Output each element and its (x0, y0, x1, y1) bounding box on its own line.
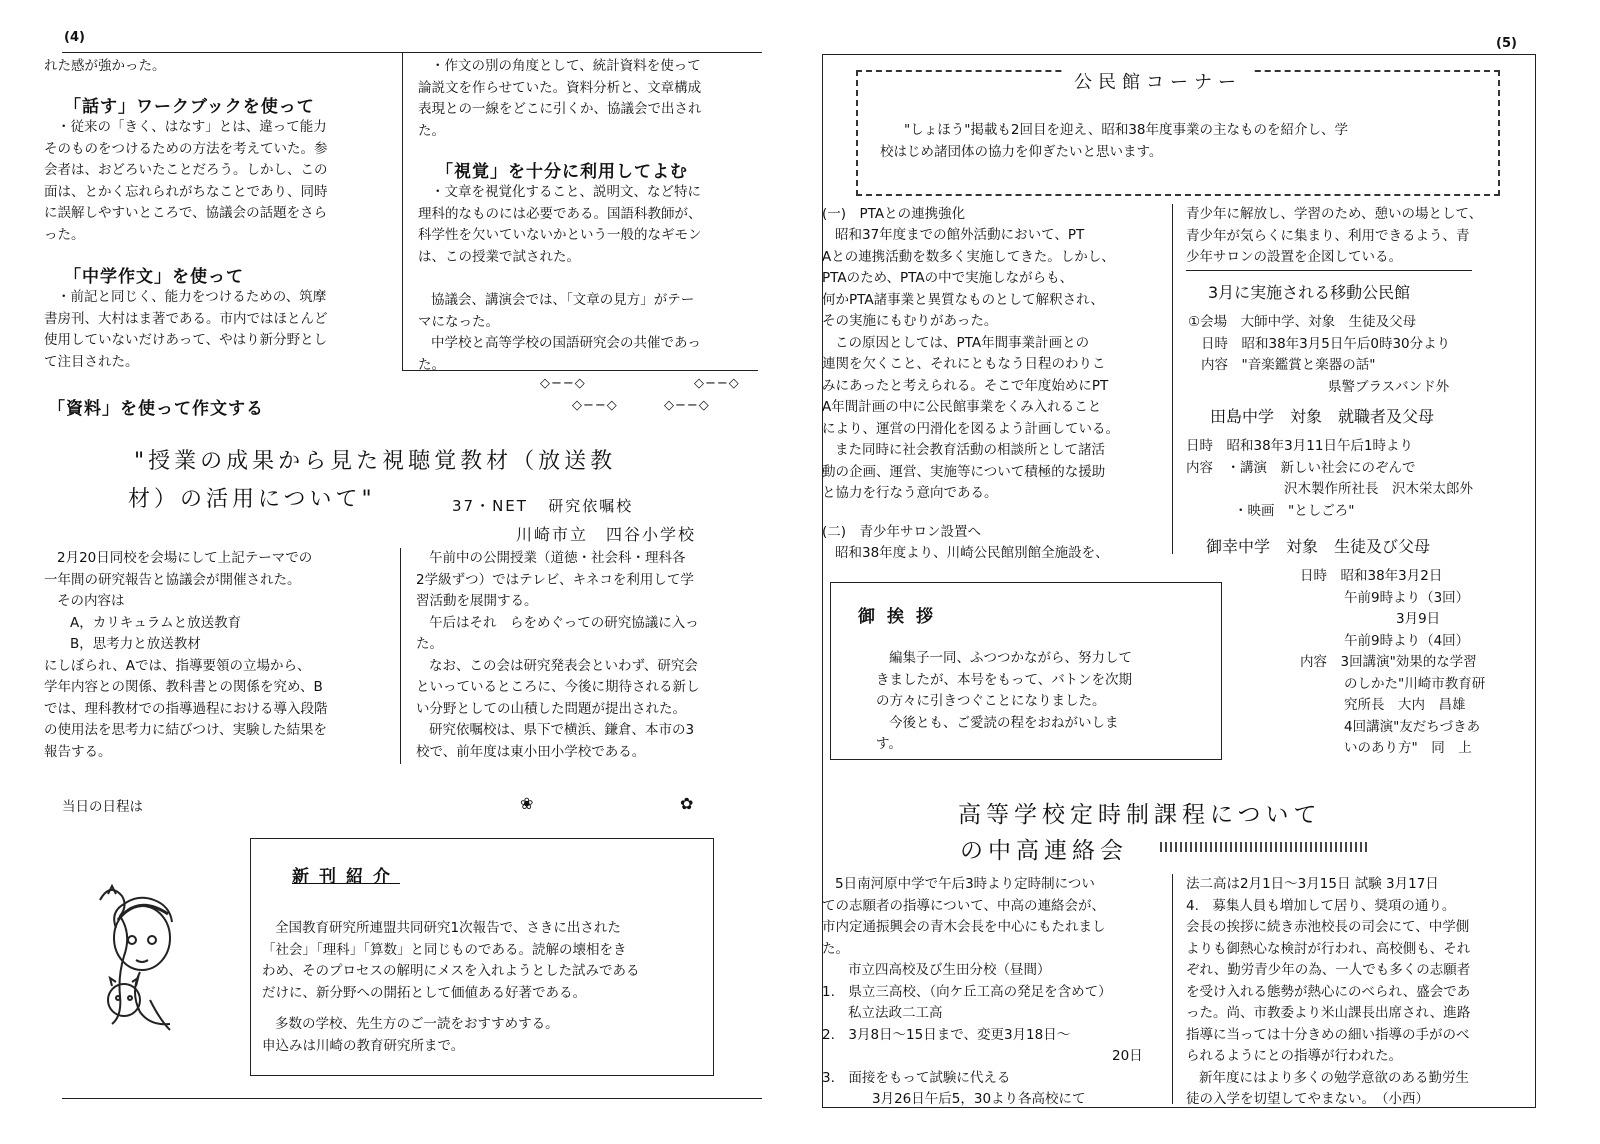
shiryo-heading: 「資料」を使って作文する (48, 399, 264, 419)
text-line: 4回講演"友だちづきあ (1344, 718, 1481, 735)
report-right (416, 548, 700, 763)
pta-heading: (一) PTAとの連携強化 (822, 206, 966, 222)
col2-body (418, 56, 702, 142)
school-name: 川崎市立 四谷小学校 (516, 525, 697, 544)
text-line: られるようにとの指導が行われた。 (1186, 1048, 1402, 1064)
text-line: 面は、とかく忘れられがちなことであり、同時 (44, 183, 328, 200)
net-byline (452, 495, 633, 516)
text-line: なお、この会は研究発表会といわず、研究会 (429, 657, 698, 674)
text-line: た。 (822, 940, 849, 957)
text-line: 市内定通振興会の青木会長を中心にもたれまし (822, 919, 1106, 935)
text-line: 「社会」「理科」「算数」と同じものである。読解の壊相をき (262, 941, 627, 958)
net-label: 37・NET (452, 497, 528, 515)
text-line: 校はじめ諸団体の協力を仰ぎたいと思います。 (880, 143, 1163, 160)
text-line: 今後とも、ご愛読の程をおねがいしま (889, 714, 1119, 731)
text-line: また同時に社会教育活動の相談所として諸活 (835, 442, 1105, 458)
text-line: 青少年が気らくに集まり、利用できるよう、青 (1186, 227, 1470, 244)
salon-rule (1186, 270, 1472, 271)
text-line: て注目された。 (44, 353, 139, 370)
text-line: の方々に引きつぐことになりました。 (876, 693, 1106, 709)
text-line: PTAのため、PTAの中で実施しながらも、 (822, 270, 1074, 286)
text-line: よりも御熱心な検討が行われ、高校側も、それ (1186, 940, 1471, 957)
text-line: った。 (44, 226, 85, 243)
text-line: マになった。 (418, 313, 499, 330)
text-line: のしかた"川崎市教育研 (1344, 675, 1486, 692)
text-line: 日時 昭和38年3月5日午后0時30分より (1201, 335, 1451, 352)
kyogikai-body (418, 290, 701, 376)
miyuki-heading: 御幸中学 対象 生徒及び父母 (1206, 537, 1431, 556)
teiji-col-divider (1172, 874, 1173, 1104)
text-line: みにあったと考えられる。そこで年度始めにPT (822, 377, 1109, 394)
text-line: 校で、前年度は東小田小学校である。 (416, 743, 646, 760)
text-line: 市立四高校及び生田分校（昼間） (848, 962, 1051, 978)
salon-heading: (二) 青少年サロン設置へ (822, 524, 982, 540)
salon-continued (1186, 204, 1482, 269)
shikaku-heading: 「視覚」を十分に利用してよむ (436, 162, 688, 182)
teiji-title-line1: 高等学校定時制課程について (958, 802, 1322, 828)
text-line: 全国教育研究所連盟共同研究1次報告で、さきに出された (275, 920, 621, 936)
shinkan-body (262, 918, 639, 1057)
text-line: 午前9時より（3回） (1344, 589, 1470, 606)
text-line: この原因としては、PTA年間事業計画との (835, 334, 1090, 351)
net-kind: 研究依嘱校 (548, 497, 634, 515)
text-line: は、この授業で試された。 (418, 248, 580, 265)
daishi-schedule (1188, 312, 1450, 398)
text-line: 昭和37年度までの館外活動において、PT (835, 227, 1085, 243)
cartoon-illustration (80, 880, 230, 1040)
text-line: 県警ブラスバンド外 (1328, 378, 1450, 395)
text-line: ・映画 "としごろ" (1234, 502, 1355, 519)
text-line: きましたが、本号をもって、バトンを次期 (876, 671, 1132, 688)
text-line: にしぼられ、Aでは、指導要領の立場から、 (44, 657, 311, 674)
ornament: ◇−−◇ (664, 398, 710, 413)
text-line: 編集子一同、ふつつかながら、努力して (889, 650, 1132, 666)
text-line: 指導に当っては十分きめの細い指導の手がのべ (1186, 1026, 1470, 1043)
aisatsu-heading: 御挨拶 (858, 607, 945, 627)
right-col-divider (1172, 204, 1173, 554)
text-line: その内容は (57, 593, 125, 609)
text-line: 協議会、講演会では、「文章の見方」がテー (431, 292, 695, 308)
text-line: 青少年に解放し、学習のため、憩いの場として、 (1186, 206, 1483, 222)
text-line: 午前中の公開授業（道徳・社会科・理科各 (429, 550, 686, 566)
text-line: により、運営の円滑化を図るよう計画している。 (822, 420, 1119, 437)
text-line: といっているところに、今後に期待される新し (416, 679, 700, 695)
text-line: 2. 3月8日〜15日まで、変更3月18日〜 (822, 1026, 1071, 1043)
text-line: 多数の学校、先生方のご一読をおすすめする。 (275, 1016, 559, 1032)
article-title-line1: "授業の成果から見た視聴覚教材（放送教 (134, 449, 617, 474)
text-line: を受け入れる態勢が熱心にのべられ、盛会であ (1186, 983, 1471, 1000)
text-line: 私立法政二工高 (848, 1005, 943, 1021)
text-line: の使用法を思考力に結びつけ、実験した結果を (44, 722, 327, 738)
text-line: ・文章を視覚化すること、説明文、など特に (431, 184, 701, 200)
text-line: 午后はそれ らをめぐっての研究協議に入っ (429, 614, 699, 631)
text-line: 何かPTA諸事業と異質なものとして解釈され、 (822, 291, 1104, 308)
text-line: 3月9日 (1396, 611, 1441, 627)
page-number-left: (4) (64, 30, 85, 45)
text-line: ての志願者の指導について、中高の連絡会が、 (822, 897, 1105, 914)
text-line: ・前記と同じく、能力をつけるための、筑摩 (57, 289, 327, 305)
chugaku-body (44, 287, 328, 373)
text-line: Aとの連携活動を数多く実施してきた。しかし、 (822, 248, 1115, 265)
text-line: 3. 面接をもって試験に代える (822, 1069, 1011, 1086)
left-bottom-rule (62, 1098, 762, 1099)
text-line: 研究依嘱校は、県下で横浜、鎌倉、本市の3 (429, 722, 695, 738)
text-line: 内容 "音楽鑑賞と楽器の話" (1201, 357, 1376, 373)
text-line: その実施にもむりがあった。 (822, 313, 998, 329)
col1-intro: れた感が強かった。 (44, 58, 166, 74)
text-line: った。尚、市教委より米山課長出席され、進路 (1186, 1005, 1471, 1021)
tajima-heading: 田島中学 対象 就職者及父母 (1210, 407, 1435, 426)
text-line: 少年サロンの設置を企図している。 (1186, 249, 1402, 265)
text-line: 動の企画、運営、実施等について積極的な援助 (822, 463, 1106, 480)
left-top-rule (62, 52, 762, 53)
text-line: 5日南河原中学で午后3時より定時制につい (835, 876, 1095, 892)
text-line: と協力を行なう意向である。 (822, 485, 998, 501)
article-col-divider (400, 548, 401, 764)
text-line: た。 (418, 122, 445, 139)
text-line: 1. 県立三高校、（向ケ丘工高の発足を含めて） (822, 983, 1112, 1000)
hanasu-body (44, 117, 328, 246)
text-line: 申込みは川崎の教育研究所まで。 (262, 1037, 465, 1054)
report-left (44, 548, 328, 763)
text-line: 会長の挨拶に続き赤池校長の司会にて、中学側 (1186, 919, 1470, 935)
teiji-right (1186, 874, 1470, 1111)
text-line: に誤解しやすいところで、協議会の話題をさら (44, 205, 328, 221)
text-line: 学年内容との関係、教科書との関係を究め、B (44, 679, 323, 695)
ornament: ◇−−◇ (694, 376, 740, 391)
flower-icon: ✿ (680, 794, 694, 813)
text-line: わめ、そのプロセスの解明にメスを入れようとした試みである (262, 963, 640, 979)
text-line: 一年間の研究報告と協議会が開催された。 (44, 571, 301, 588)
text-line: "しょほう"掲載も2回目を迎え、昭和38年度事業の主なものを紹介し、学 (904, 122, 1348, 138)
text-line: た。 (418, 356, 445, 373)
text-line: 表現との一線をどこに引くか、協議会で出され (418, 101, 702, 117)
text-line: B，思考力と放送教材 (70, 636, 201, 652)
text-line: A年間計画の中に公民館事業をくみ入れること (822, 399, 1102, 415)
page-number-right: (5) (1496, 36, 1517, 51)
teiji-title-line2: の中高連絡会 (960, 838, 1128, 864)
flower-icon: ❀ (520, 794, 534, 813)
text-line: 論説文を作らせていた。資料分析と、文章構成 (418, 79, 702, 96)
tajima-schedule (1186, 436, 1473, 522)
text-line: 20日 (1112, 1048, 1143, 1064)
teiji-left (822, 874, 1143, 1111)
idou-heading: 3月に実施される移動公民館 (1208, 283, 1411, 302)
text-line: 徒の入学を切望してやまない。 （小西） (1186, 1091, 1429, 1107)
text-line: 法二高は2月1日〜3月15日 試験 3月17日 (1186, 876, 1439, 892)
kominkan-body (880, 120, 1348, 163)
ornament: ◇−−◇ (572, 398, 618, 413)
text-line: ・従来の「きく、はなす」とは、違って能力 (57, 119, 327, 135)
text-line: 3月26日午后5，30より各高校にて (872, 1091, 1086, 1107)
shikaku-body (418, 182, 702, 268)
text-line: 理科的なものには必要である。国語科教師が、 (418, 205, 702, 222)
text-line: た。 (416, 636, 443, 652)
text-line: す。 (876, 736, 902, 752)
shinkan-heading: 新刊紹介 (292, 867, 400, 887)
text-line: 日時 昭和38年3月11日午后1時より (1186, 438, 1414, 454)
text-line: 会者は、おどろいたことだろう。しかし、この (44, 162, 328, 178)
hanasu-heading: 「話す」ワークブックを使って (64, 97, 315, 117)
title-decoration (1160, 842, 1368, 852)
text-line: 沢木製作所社長 沢木栄太郎外 (1284, 481, 1473, 497)
text-line: だけに、新分野への開拓として価値ある好著である。 (262, 984, 586, 1001)
left-col-divider (402, 52, 403, 370)
text-line: 習活動を展開する。 (416, 593, 538, 609)
text-line: 内容 3回講演"効果的な学習 (1300, 654, 1477, 670)
text-line: 4. 募集人員も増加して居り、奨項の通り。 (1186, 897, 1456, 914)
text-line: 究所長 大内 昌雄 (1344, 697, 1466, 713)
kominkan-heading: 公民館コーナー (1064, 68, 1252, 94)
text-line: 科学性を欠いていないかという一般的なギモン (418, 227, 702, 243)
ornament: ◇−−◇ (540, 376, 586, 391)
nittei-label: 当日の日程は (62, 799, 143, 815)
text-line: 日時 昭和38年3月2日 (1300, 568, 1443, 584)
text-line: 2月20日同校を会場にして上記テーマでの (57, 550, 313, 566)
salon-line-0: 昭和38年度より、川崎公民館別館全施設を、 (835, 545, 1109, 561)
text-line: ①会場 大師中学、対象 生徒及父母 (1188, 314, 1417, 330)
text-line: ・作文の別の角度として、統計資料を使って (431, 58, 701, 74)
article-title-line2: 材）の活用について" (128, 487, 376, 512)
text-line: 午前9時より（4回） (1344, 632, 1470, 649)
text-line: 使用していないだけあって、やはり新分野とし (44, 332, 328, 348)
text-line: い分野としての山積した問題が提出された。 (416, 700, 686, 717)
chugaku-heading: 「中学作文」を使って (64, 267, 244, 287)
text-line: ぞれ、勤労青少年の為、一人でも多くの志願者 (1186, 962, 1471, 978)
text-line: 内容 ・講演 新しい社会にのぞんで (1186, 459, 1416, 476)
text-line: では、理科教材での指導過程における導入段階 (44, 700, 328, 717)
miyuki-schedule (1300, 566, 1485, 760)
text-line: A，カリキュラムと放送教育 (70, 614, 242, 631)
text-line: いのあり方" 同 上 (1344, 740, 1472, 756)
text-line: 中学校と高等学校の国語研究会の共催であっ (431, 335, 701, 351)
pta-body (822, 225, 1119, 505)
text-line: 書房刊、大村はま著である。市内ではほとんど (44, 310, 328, 327)
text-line: 新年度にはより多くの勉学意欲のある勤労生 (1199, 1069, 1469, 1086)
text-line: 連関を欠くこと、それにともなう日程のわりこ (822, 356, 1106, 372)
text-line: 報告する。 (44, 743, 112, 760)
aisatsu-body (876, 648, 1132, 756)
text-line: そのものをつけるための方法を考えていた。参 (44, 140, 328, 157)
text-line: 2学級ずつ）ではテレビ、キネコを利用して学 (416, 571, 694, 588)
